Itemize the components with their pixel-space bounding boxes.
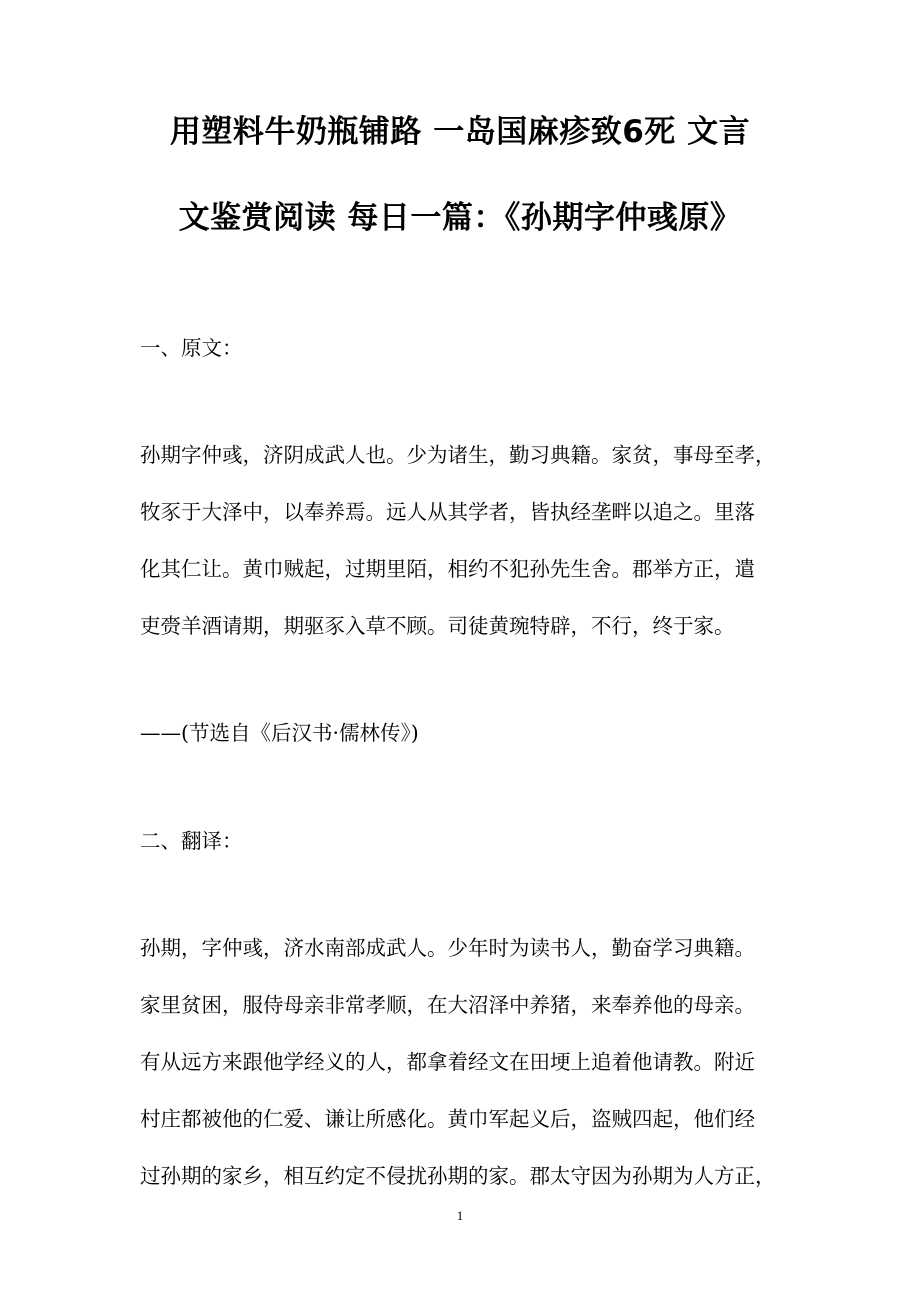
original-text-line-4: 吏赍羊酒请期，期驱豕入草不顾。司徒黄琬特辟，不行，终于家。 (140, 614, 735, 638)
translation-line-3: 有从远方来跟他学经义的人，都拿着经文在田埂上追着他请教。附近 (140, 1050, 755, 1074)
section-heading-translation: 二、翻译： (140, 829, 243, 853)
original-text-line-2: 牧豕于大泽中，以奉养焉。远人从其学者，皆执经垄畔以追之。里落 (140, 500, 755, 524)
section-heading-original: 一、原文： (140, 336, 243, 360)
page-number: 1 (456, 1208, 464, 1223)
source-note: ——(节选自《后汉书·儒林传》) (140, 721, 419, 745)
translation-line-5: 过孙期的家乡，相互约定不侵扰孙期的家。郡太守因为孙期为人方正， (140, 1164, 776, 1188)
original-text-line-1: 孙期字仲彧，济阴成武人也。少为诸生，勤习典籍。家贫，事母至孝， (140, 443, 776, 467)
original-text-line-3: 化其仁让。黄巾贼起，过期里陌，相约不犯孙先生舍。郡举方正，遣 (140, 557, 755, 581)
document-title-line-2: 文鉴赏阅读 每日一篇：《孙期字仲彧原》 (178, 200, 742, 236)
translation-line-4: 村庄都被他的仁爱、谦让所感化。黄巾军起义后，盗贼四起，他们经 (140, 1107, 755, 1131)
translation-line-1: 孙期，字仲彧，济水南部成武人。少年时为读书人，勤奋学习典籍。 (140, 936, 755, 960)
document-title-line-1: 用塑料牛奶瓶铺路 一岛国麻疹致6死 文言 (169, 114, 751, 150)
translation-line-2: 家里贫困，服侍母亲非常孝顺，在大沼泽中养猪，来奉养他的母亲。 (140, 993, 755, 1017)
